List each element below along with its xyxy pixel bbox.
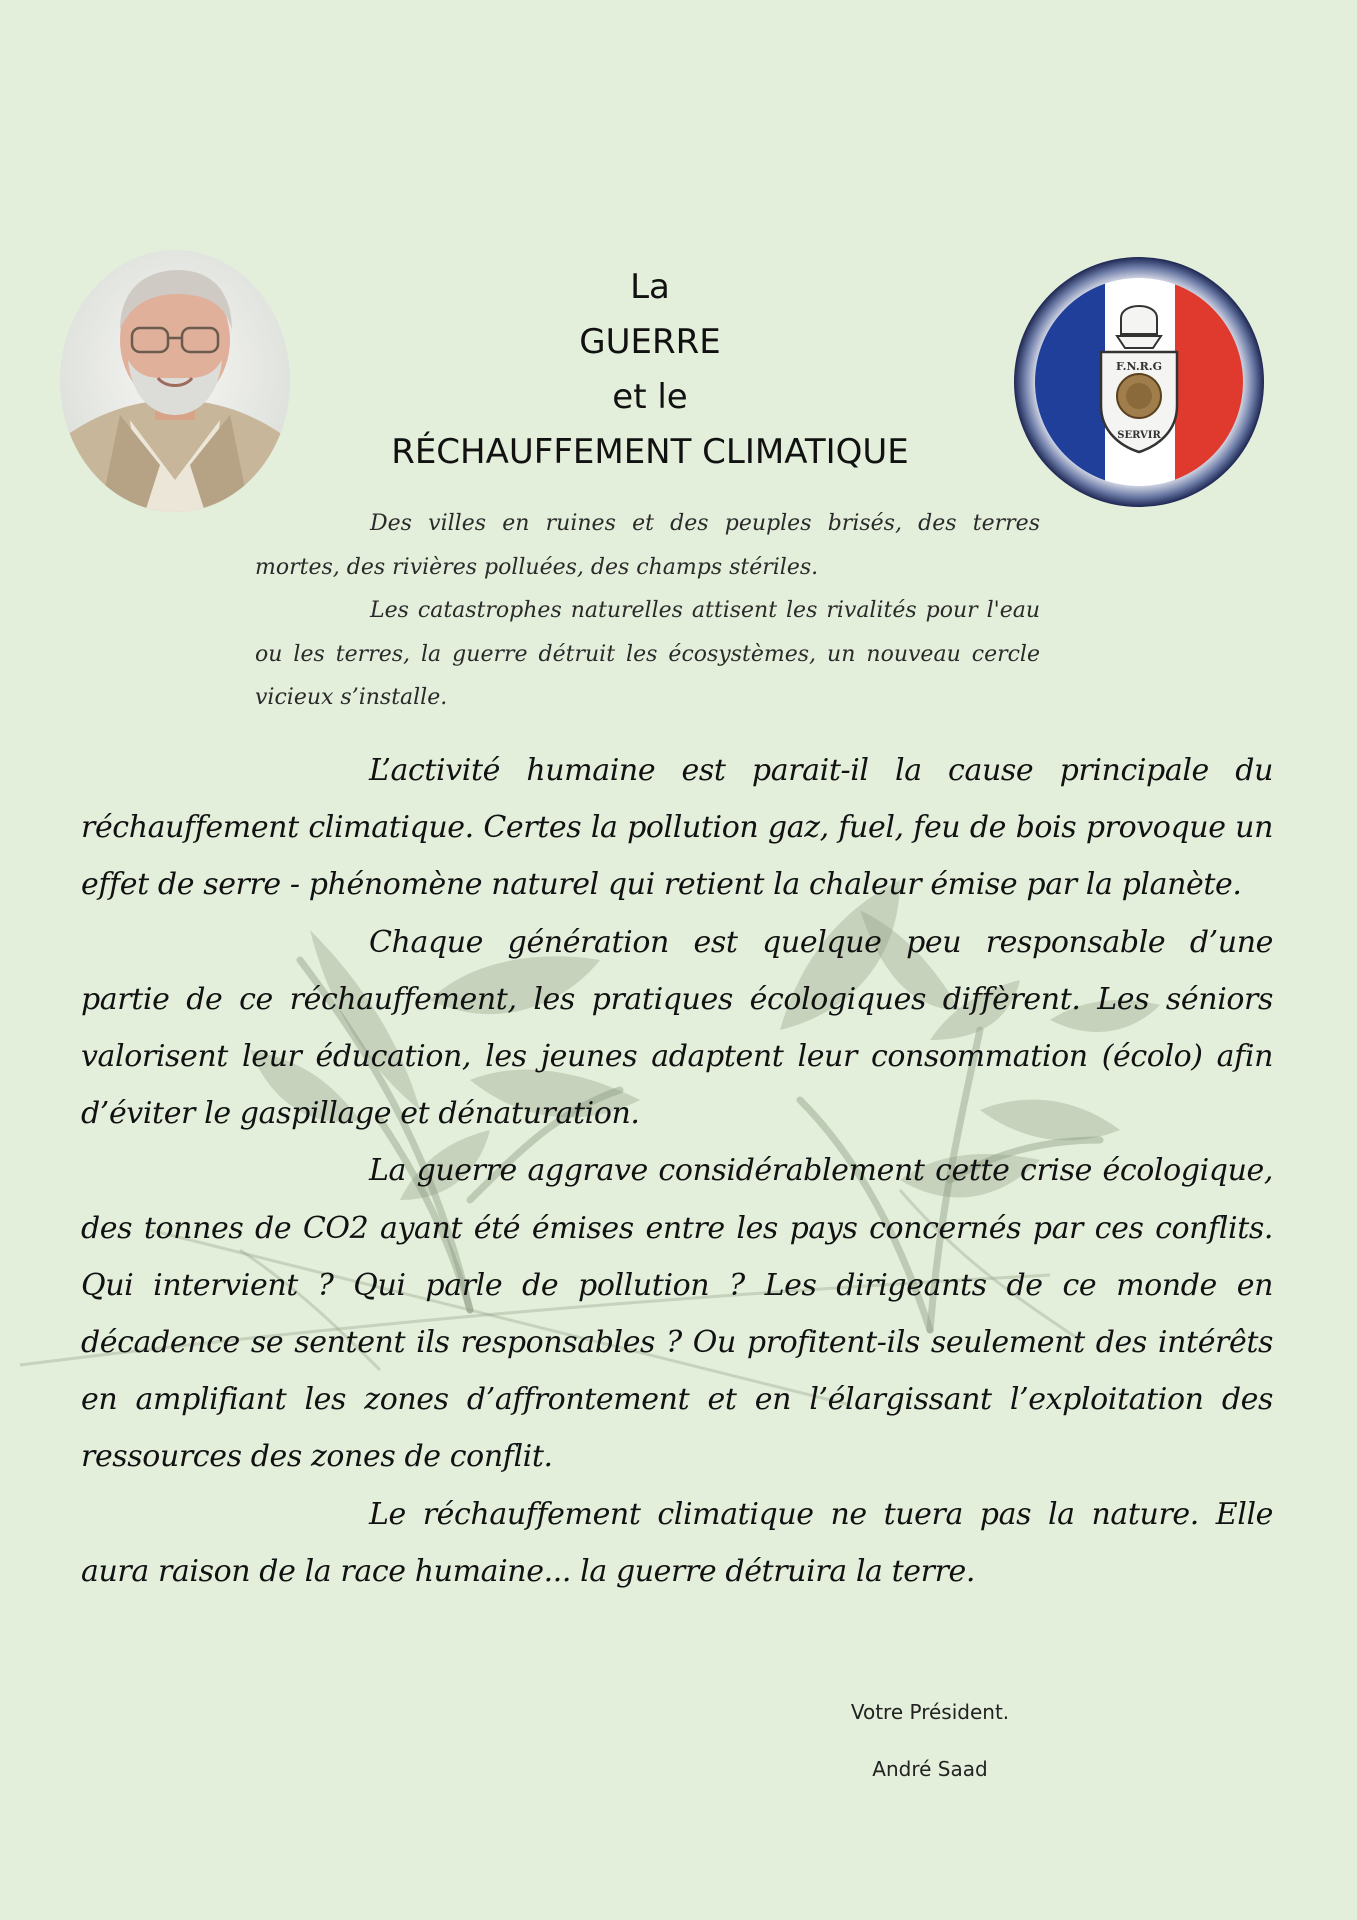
body-paragraph-3: La guerre aggrave considérablement cette crise écologique, des tonnes de CO2 ayant été émises entre les pays concernés par ces conflits. Qui intervient ? Qui parle de pollution ? Les dirigeants de ce monde en décadence se sentent ils responsables ? Ou profitent-ils seulement des intérêts en amplifiant les zones d’affrontement et en l’élargissant l’exploitation des ressources des zones de conflit.: [81, 1153, 1273, 1475]
intro-paragraph-2: Les catastrophes naturelles attisent les rivalités pour l'eau ou les terres, la guerre détruit les écosystèmes, un nouveau cercle vicieux s’installe.: [255, 598, 1040, 710]
portrait-image-icon: [60, 250, 290, 512]
signature-role: Votre Président.: [850, 1700, 1010, 1724]
title-line-4: RÉCHAUFFEMENT CLIMATIQUE: [391, 432, 909, 472]
author-portrait: [60, 250, 290, 512]
intro-text: [255, 502, 1040, 720]
body-paragraph-1: L’activité humaine est parait-il la cause principale du réchauffement climatique. Certes la pollution gaz, fuel, feu de bois provoque un effet de serre - phénomène naturel qui retient la chaleur émise par la planète.: [81, 753, 1273, 903]
title-line-3: et le: [612, 377, 688, 417]
title-line-2: GUERRE: [579, 322, 721, 362]
tricolor-emblem-icon: [1013, 256, 1265, 508]
fnrg-emblem: [1013, 256, 1265, 508]
body-paragraph-2: Chaque génération est quelque peu responsable d’une partie de ce réchauffement, les pratiques écologiques diffèrent. Les séniors valorisent leur éducation, les jeunes adaptent leur consommation (écolo) afin d’éviter le gaspillage et dénaturation.: [81, 924, 1273, 1132]
title-line-1: La: [630, 267, 670, 307]
intro-paragraph-1: Des villes en ruines et des peuples brisés, des terres mortes, des rivières polluées, des champs stériles.: [255, 511, 1040, 580]
article-body: [81, 742, 1273, 1600]
body-paragraph-4: Le réchauffement climatique ne tuera pas la nature. Elle aura raison de la race humaine... la guerre détruira la terre.: [81, 1496, 1273, 1589]
emblem-bottom-text: SERVIR: [1117, 430, 1161, 441]
emblem-top-text: F.N.R.G: [1115, 360, 1163, 373]
signature-name: André Saad: [872, 1757, 988, 1781]
page-title: [300, 260, 1000, 480]
